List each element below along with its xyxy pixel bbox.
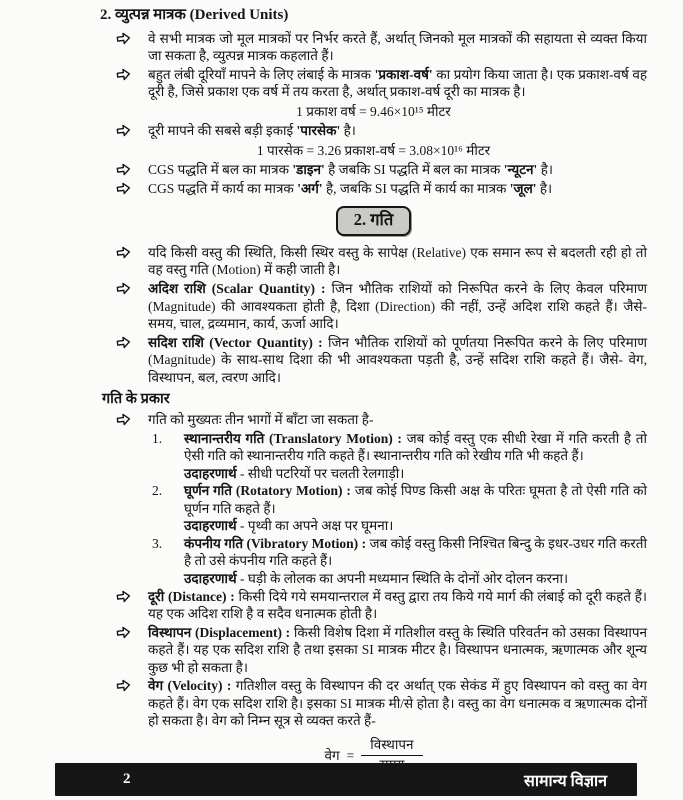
motion-type-item [100,535,647,570]
motion-types-heading: गति के प्रकार [102,391,170,408]
right-arrow-bullet-icon [115,181,131,196]
example-line: उदाहरणार्थ - सीधी पटरियों पर चलती रेलगाड़ी। [184,465,405,481]
footer-subject-title: सामान्य विज्ञान [524,772,607,790]
right-arrow-bullet-icon [115,162,131,177]
bullet-text: बहुत लंबी दूरियाँ मापने के लिए लंबाई के मात्रक 'प्रकाश-वर्ष' का प्रयोग किया जाता है। एक प्रकाश-वर्ष वह दूरी है, जिसे प्रकाश एक वर्ष में तय करता है, अर्थात् प्रकाश-वर्ष दूरी का मात्रक है। [148,66,647,100]
right-arrow-bullet-icon [115,123,131,138]
right-arrow-bullet-icon [115,31,131,46]
item-text: स्थानान्तरीय गति (Translatory Motion) : जब कोई वस्तु एक सीधी रेखा में गति करती है तो ऐसी गति को स्थानान्तरीय गति कहते हैं। स्थानान्तरीय गति को रेखीय गति भी कहते हैं। [184,430,647,464]
bullet-item [100,180,647,198]
bullet-text: दूरी (Distance) : किसी दिये गये समयान्तराल में वस्तु द्वारा तय किये गये मार्ग की लंबाई को दूरी कहते हैं। यह एक अदिश राशि है व सदैव धनात्मक होती है। [148,588,647,622]
bullet-text: सदिश राशि (Vector Quantity) : जिन भौतिक राशियों को पूर्णतया निरूपित करने के लिए परिमाण (Magnitude) के साथ-साथ दिशा की भी आवश्यकता पड़ती है, उन्हें सदिश राशि कहते हैं। जैसे- वेग, विस्थापन, बल, त्वरण आदि। [148,334,648,385]
fraction-numerator: विस्थापन [361,737,422,756]
bullet-item [100,334,647,387]
page-number: 2 [123,771,131,787]
bullet-text: गति को मुख्यतः तीन भागों में बाँटा जा सकता है- [148,412,374,428]
right-arrow-bullet-icon [115,281,131,296]
formula-equals: = [346,747,355,763]
page-footer-bar [55,763,637,796]
right-arrow-bullet-icon [115,678,131,693]
page-content [100,6,647,774]
bullet-item [100,30,647,65]
bullet-item [100,280,647,333]
right-arrow-bullet-icon [115,625,131,640]
bullet-item [100,122,647,140]
derived-units-heading: 2. व्युत्पन्न मात्रक (Derived Units) [100,7,289,23]
motion-section-title: 2. गति [336,206,411,235]
bullet-text: यदि किसी वस्तु की स्थिति, किसी स्थिर वस्तु के सापेक्ष (Relative) एक समान रूप से बदलती रही हो तो वह वस्तु गति (Motion) में कही जाती है। [148,244,647,278]
bullet-text: CGS पद्धति में कार्य का मात्रक 'अर्ग' है, जबकि SI पद्धति में कार्य का मात्रक 'जूल' है। [148,180,553,196]
example-line: उदाहरणार्थ - पृथ्वी का अपने अक्ष पर घूमना। [184,518,394,534]
motion-type-item [100,482,647,517]
right-arrow-bullet-icon [115,335,131,350]
parsec-formula: 1 पारसेक = 3.26 प्रकाश-वर्ष = 3.08×10¹⁶ मीटर [256,142,491,158]
bullet-item [100,624,647,677]
bullet-text: CGS पद्धति में बल का मात्रक 'डाइन' है जबकि SI पद्धति में बल का मात्रक 'न्यूटन' है। [148,162,553,178]
item-text: कंपनीय गति (Vibratory Motion) : जब कोई वस्तु किसी निश्चित बिन्दु के इधर-उधर गति करती है तो उसे कंपनीय गति कहते हैं। [184,535,647,569]
right-arrow-bullet-icon [115,589,131,604]
right-arrow-bullet-icon [115,245,131,260]
item-number: 2. [152,483,163,499]
bullet-item [100,588,647,623]
bullet-item [100,677,647,730]
formula-lhs: वेग [324,747,340,763]
example-line: उदाहरणार्थ - घड़ी के लोलक का अपनी मध्यमान स्थिति के दोनों ओर दोलन करना। [184,571,569,586]
motion-type-item [100,430,647,465]
light-year-formula: 1 प्रकाश वर्ष = 9.46×10¹⁵ मीटर [296,103,451,119]
bullet-text: अदिश राशि (Scalar Quantity) : जिन भौतिक राशियों को निरूपित करने के लिए केवल परिमाण (Magnitude) की आवश्यकता होती है, दिशा (Direction) की नहीं, उन्हें अदिश राशि कहते हैं। जैसे- समय, चाल, द्रव्यमान, कार्य, ऊर्जा आदि। [148,280,647,332]
bullet-item [100,411,647,429]
bullet-text: दूरी मापने की सबसे बड़ी इकाई 'पारसेक' है। [148,123,356,139]
item-number: 1. [152,430,163,446]
right-arrow-bullet-icon [115,412,131,427]
item-number: 3. [152,535,163,551]
bullet-item [100,244,647,279]
motion-section-heading-row [100,206,647,235]
item-text: घूर्णन गति (Rotatory Motion) : जब कोई पिण्ड किसी अक्ष के परितः घूमता है तो ऐसी गति को घूर्णन गति कहते हैं। [184,483,647,516]
right-arrow-bullet-icon [115,67,131,82]
bullet-text: वे सभी मात्रक जो मूल मात्रकों पर निर्भर करते हैं, अर्थात् जिनको मूल मात्रकों की सहायता से व्यक्त किया जा सकता है, व्युत्पन्न मात्रक कहलाते हैं। [148,30,647,64]
bullet-item [100,66,647,101]
bullet-text: वेग (Velocity) : गतिशील वस्तु के विस्थापन की दर अर्थात् एक सेकंड में हुए विस्थापन को वस्तु का वेग कहते हैं। वेग एक सदिश राशि है। इसका SI मात्रक मी/से होता है। वस्तु का वेग धनात्मक व ऋणात्मक दोनों हो सकता है। वेग को निम्न सूत्र से व्यक्त करते हैं- [148,678,647,729]
bullet-text: विस्थापन (Displacement) : किसी विशेष दिशा में गतिशील वस्तु के स्थिति परिवर्तन को उसका विस्थापन कहते हैं। यह एक सदिश राशि है तथा इसका SI मात्रक मीटर है। विस्थापन धनात्मक, ऋणात्मक और शून्य कुछ भी हो सकता है। [148,624,647,675]
bullet-item [100,161,647,179]
